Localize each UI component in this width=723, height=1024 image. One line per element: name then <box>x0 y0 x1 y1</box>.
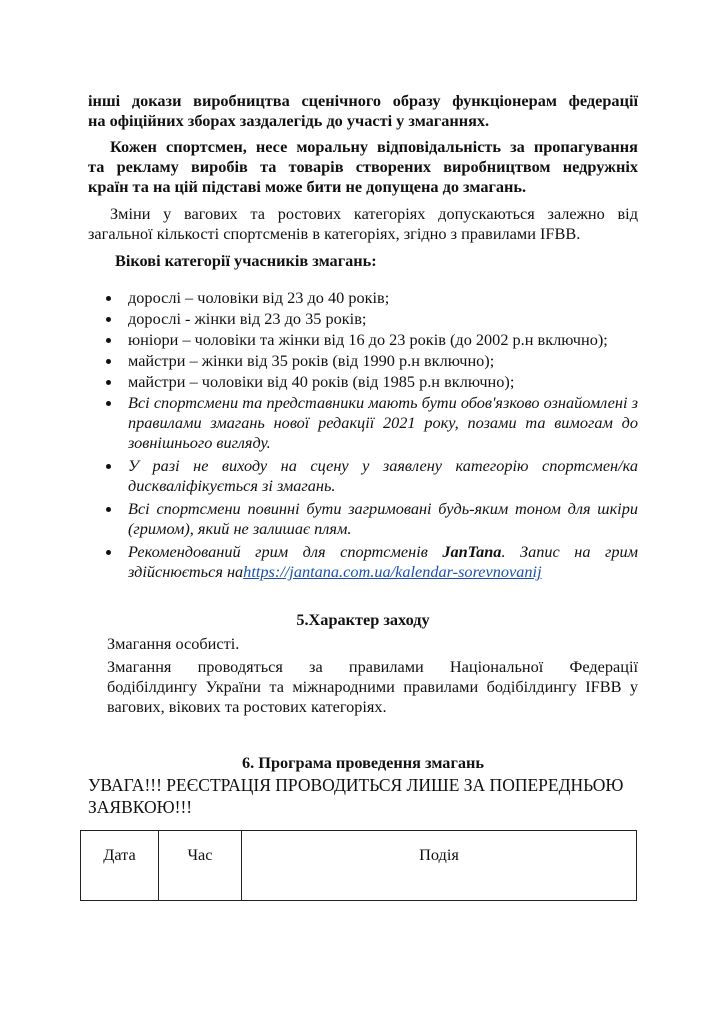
list-item <box>106 288 638 308</box>
list-item <box>106 351 638 371</box>
text-line: загальної кількості спортсменів в категоріях, згідно з правилами IFBB. <box>88 224 581 243</box>
bullet-icon <box>106 338 111 343</box>
text-line: Змагання проводяться за правилами Національної Федерації <box>107 657 638 676</box>
table-header-event: Подія <box>242 831 637 901</box>
list-item-text: Всі спортсмени та представники мають бути обов'язково ознайомлені з правилами змагань нової редакції 2021 року, позами та вимогам до зовнішнього вигляду. <box>128 393 638 452</box>
list-item <box>106 330 638 350</box>
bullet-icon <box>106 401 111 406</box>
list-item-text: майстри – жінки від 35 років (від 1990 р.н включно); <box>128 351 495 370</box>
list-item-text: Всі спортсмени повинні бути загримовані будь-яким тоном для шкіри (гримом), який не залишає плям. <box>128 499 638 538</box>
bullet-icon <box>106 550 111 555</box>
bullet-icon <box>106 296 111 301</box>
section-6-title: 6. Програма проведення змагань <box>242 753 484 772</box>
text-line: та рекламу виробів та товарів створених виробництвом недружніх <box>88 157 638 176</box>
list-item-makeup <box>106 542 638 582</box>
responsibility-paragraph <box>88 137 638 197</box>
bullet-icon <box>106 507 111 512</box>
age-categories-heading: Вікові категорії учасників змагань: <box>115 251 377 270</box>
text-line: вагових, вікових та ростових категоріях. <box>107 697 387 716</box>
list-item-text: У разі не виходу на сцену у заявлену категорію спортсмен/ка дискваліфікується зі змагань. <box>128 456 638 495</box>
registration-warning <box>88 774 648 818</box>
list-item <box>106 309 638 329</box>
makeup-booking-link[interactable]: https://jantana.com.ua/kalendar-sorevnovanij <box>243 562 542 581</box>
list-item <box>106 393 638 453</box>
makeup-text: Рекомендований грим для спортсменів <box>128 542 443 561</box>
bullet-icon <box>106 359 111 364</box>
categories-changes-paragraph <box>88 204 638 244</box>
text-line: на офіційних зборах заздалегідь до участі у змаганнях. <box>88 111 490 130</box>
bullet-icon <box>106 380 111 385</box>
section-5-p1: Змагання особисті. <box>107 634 240 653</box>
bullet-icon <box>106 317 111 322</box>
age-categories-list <box>106 288 638 582</box>
intro-paragraph <box>88 91 638 131</box>
text-line: УВАГА!!! РЕЄСТРАЦІЯ ПРОВОДИТЬСЯ ЛИШЕ ЗА ПОПЕРЕДНЬОЮ <box>88 775 624 795</box>
schedule-table <box>80 830 637 901</box>
list-item-text: дорослі - жінки від 23 до 35 років; <box>128 309 367 328</box>
text-line: ЗАЯВКОЮ!!! <box>88 797 193 817</box>
table-row <box>81 831 637 901</box>
list-item <box>106 499 638 539</box>
list-item <box>106 372 638 392</box>
brand-name: JanTana <box>442 542 502 561</box>
text-line: бодібілдингу України та міжнародними правилами бодібілдингу IFBB у <box>107 677 638 696</box>
list-item-text: дорослі – чоловіки від 23 до 40 років; <box>128 288 390 307</box>
list-item-text: юніори – чоловіки та жінки від 16 до 23 років (до 2002 р.н включно); <box>128 330 608 349</box>
makeup-text: . Запис на грим здійснюється на <box>128 542 638 581</box>
list-item <box>106 456 638 496</box>
text-line: країн та на цій підставі може бити не допущена до змагань. <box>88 177 527 196</box>
text-line: Кожен спортсмен, несе моральну відповідальність за пропагування <box>110 137 638 156</box>
section-5-title: 5.Характер заходу <box>296 610 430 629</box>
list-item-text: майстри – чоловіки від 40 років (від 1985 р.н включно); <box>128 372 515 391</box>
text-line: Зміни у вагових та ростових категоріях допускаються залежно від <box>110 204 638 223</box>
section-5-p2 <box>107 657 638 717</box>
table-header-date: Дата <box>81 831 159 901</box>
table-header-time: Час <box>159 831 242 901</box>
text-line: інші докази виробництва сценічного образу функціонерам федерації <box>88 91 638 110</box>
bullet-icon <box>106 464 111 469</box>
